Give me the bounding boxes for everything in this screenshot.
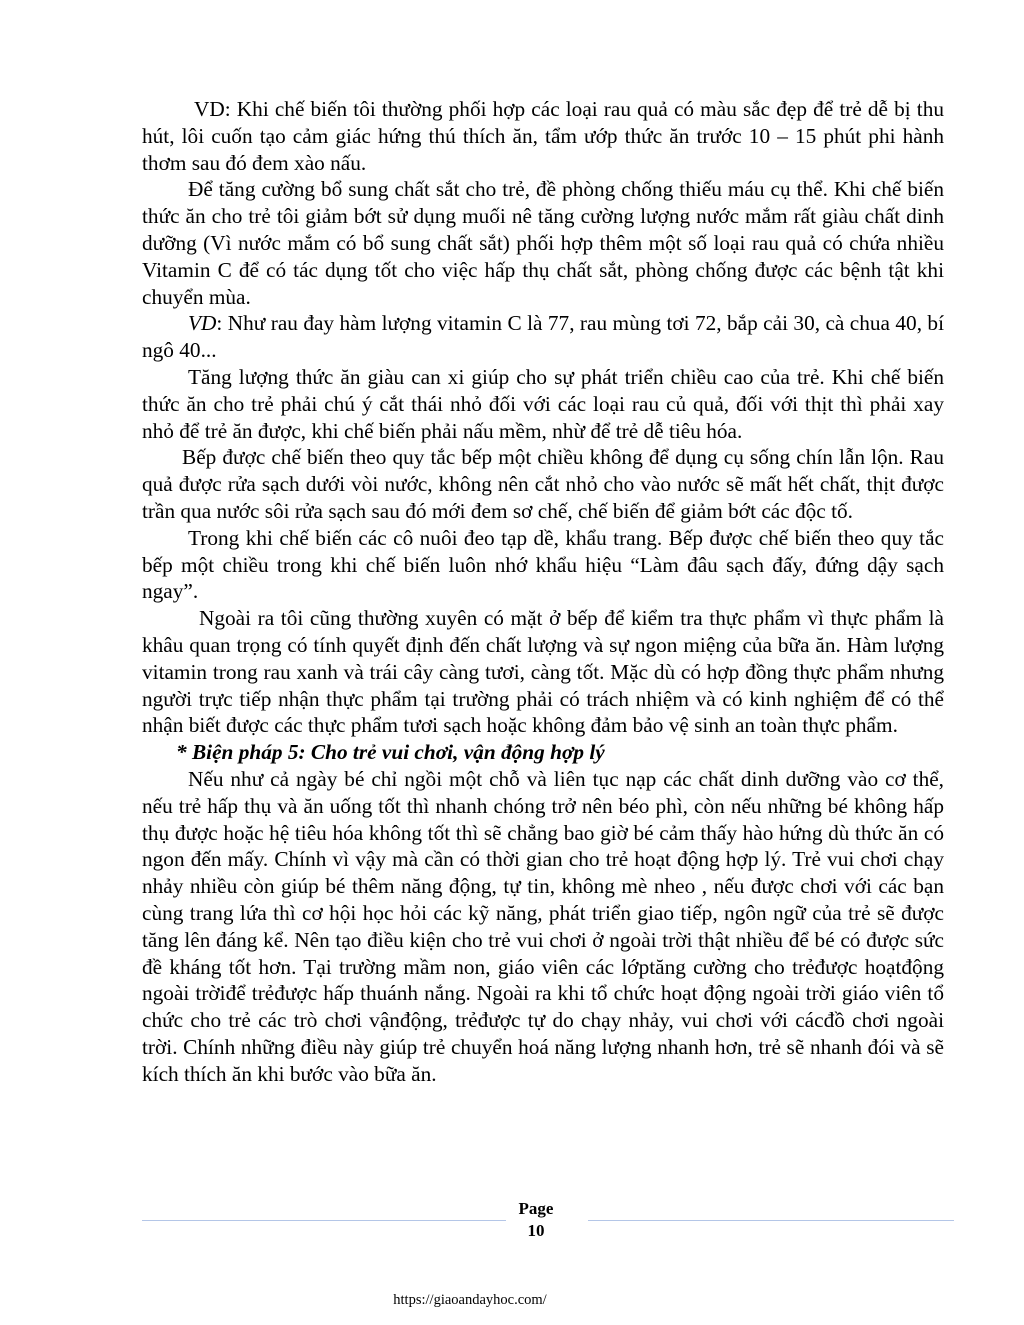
vd-text: Như rau đay hàm lượng vitamin C là 77, rau mùng tơi 72, bắp cải 30, cà chua 40, bí ngô 40...: [142, 311, 944, 363]
page-number-block: [496, 1198, 576, 1242]
footer-divider-left: [142, 1220, 506, 1221]
paragraph: Nếu như cả ngày bé chỉ ngồi một chỗ và liên tục nạp các chất dinh dưỡng vào cơ thể, nếu trẻ hấp thụ và ăn uống tốt thì nhanh chóng trở nên béo phì, còn nếu những bé không hấp thụ được hoặc hệ tiêu hóa không tốt thì sẽ chẳng bao giờ bé cảm thấy hào hứng dù thức ăn có ngon đến mấy. Chính vì vậy mà cần có thời gian cho trẻ hoạt động hợp lý. Trẻ vui chơi chạy nhảy nhiều còn giúp bé thêm năng động, tự tin, không mè nheo , nếu được chơi với các bạn cùng trang lứa thì cơ hội học hỏi các kỹ năng, phát triển giao tiếp, ngôn ngữ của trẻ sẽ được tăng lên đáng kể. Nên tạo điều kiện cho trẻ vui chơi ở ngoài trời thật nhiều để bé có được sức đề kháng tốt hơn. Tại trường mầm non, giáo viên các lớptăng cường cho trẻđược hoạtđộng ngoài trờiđể trẻđược hấp thuánh nắng. Ngoài ra khi tổ chức hoạt động ngoài trời giáo viên tổ chức cho trẻ các trò chơi vậnđộng, trẻđược tự do chạy nhảy, vui chơi với cácđồ chơi ngoài trời. Chính những điều này giúp trẻ chuyển hoá năng lượng nhanh hơn, trẻ sẽ nhanh đói và sẽ kích thích ăn khi bước vào bữa ăn.: [142, 766, 944, 1086]
paragraph: VD: Khi chế biến tôi thường phối hợp các loại rau quả có màu sắc đẹp để trẻ dễ bị thu hút, lôi cuốn tạo cảm giác hứng thú thích ăn, tẩm ướp thức ăn trước 10 – 15 phút phi hành thơm sau đó đem xào nấu.: [142, 97, 944, 175]
paragraph: Trong khi chế biến các cô nuôi đeo tạp dề, khẩu trang. Bếp được chế biến theo quy tắc bếp một chiều trong khi chế biến luôn nhớ khẩu hiệu “Làm đâu sạch đấy, đứng dậy sạch ngay”.: [142, 525, 944, 604]
page-label: Page: [518, 1199, 554, 1218]
page-body: [142, 96, 944, 1087]
paragraph: Tăng lượng thức ăn giàu can xi giúp cho sự phát triển chiều cao của trẻ. Khi chế biến thức ăn cho trẻ phải chú ý cắt thái nhỏ đối với các loại rau củ quả, đối với thịt thì phải xay nhỏ để trẻ ăn được, khi chế biến phải nấu mềm, nhừ để trẻ dễ tiêu hóa.: [142, 364, 944, 443]
vd-label: VD: [188, 311, 217, 336]
paragraph-vd: [142, 310, 944, 364]
footer-url: https://giaoandayhoc.com/: [393, 1292, 547, 1308]
paragraph: Ngoài ra tôi cũng thường xuyên có mặt ở bếp để kiểm tra thực phẩm vì thực phẩm là khâu quan trọng có tính quyết định đến chất lượng và sự ngon miệng của bữa ăn. Hàm lượng vitamin trong rau xanh và trái cây càng tươi, càng tốt. Mặc dù có hợp đồng thực phẩm nhưng người trực tiếp nhận thực phẩm tại trường phải có trách nhiệm và có kinh nghiệm để có thể nhận biết được các thực phẩm tươi sạch hoặc không đảm bảo vệ sinh an toàn thực phẩm.: [142, 606, 944, 738]
page-number: 10: [527, 1221, 545, 1240]
paragraph: Để tăng cường bổ sung chất sắt cho trẻ, đề phòng chống thiếu máu cụ thể. Khi chế biến thức ăn cho trẻ tôi giảm bớt sử dụng muối nê tăng cường lượng nước mắm rất giàu chất dinh dưỡng (Vì nước mắm có bổ sung chất sắt) phối hợp thêm một số loại rau quả có chứa nhiều Vitamin C để có tác dụng tốt cho việc hấp thụ chất sắt, phòng chống được các bệnh tật khi chuyển mùa.: [142, 177, 944, 309]
vd-colon: :: [216, 311, 228, 336]
paragraph: Bếp được chế biến theo quy tắc bếp một chiều không để dụng cụ sống chín lẫn lộn. Rau quả được rửa sạch dưới vòi nước, không nên cắt nhỏ cho vào nước sẽ mất hết chất, thịt được trần qua nước sôi rửa sạch sau đó mới đem sơ chế, chế biến để giảm bớt các độc tố.: [142, 445, 944, 523]
section-heading: * Biện pháp 5: Cho trẻ vui chơi, vận động hợp lý: [176, 740, 605, 765]
footer-divider-right: [588, 1220, 954, 1221]
